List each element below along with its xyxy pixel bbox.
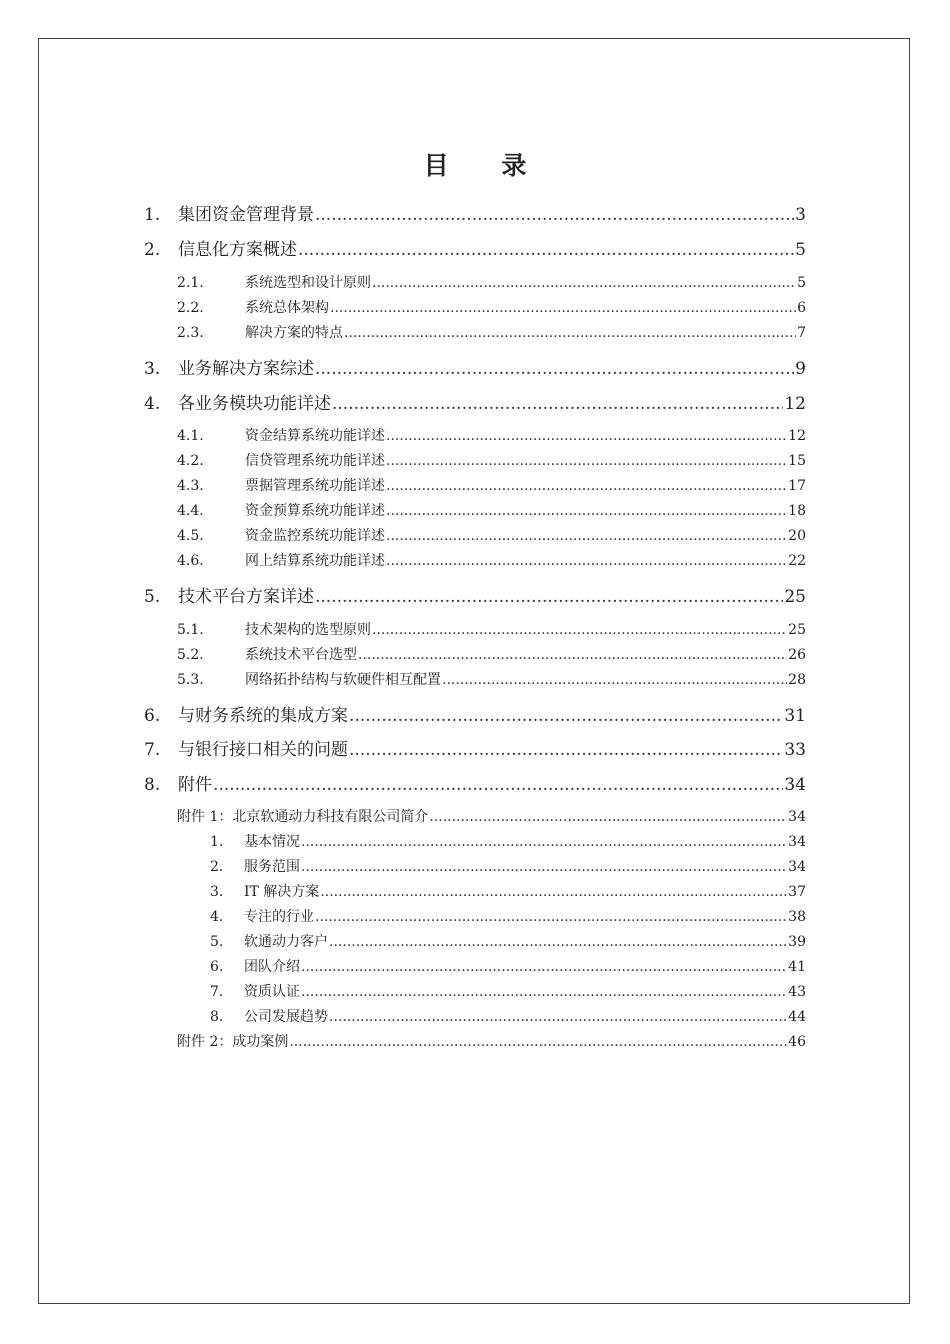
- toc-text: 解决方案的特点: [245, 325, 343, 341]
- toc-leader: [329, 934, 787, 950]
- toc-text: 资金监控系统功能详述: [245, 528, 385, 544]
- toc-text: 网络拓扑结构与软硬件相互配置: [245, 672, 441, 688]
- toc-leader: [386, 553, 787, 569]
- toc-page: 34: [788, 859, 806, 875]
- toc-text: 系统总体架构: [245, 300, 329, 316]
- toc-text: 服务范围: [244, 859, 300, 875]
- toc-page: 43: [788, 984, 806, 1000]
- toc-text: 信贷管理系统功能详述: [245, 453, 385, 469]
- toc-number: 4.5.: [177, 528, 204, 544]
- toc-leader: [386, 428, 787, 444]
- toc-number: 1.: [144, 205, 161, 225]
- toc-entry[interactable]: [210, 1006, 806, 1026]
- toc-leader: [320, 884, 787, 900]
- toc-title: 目 录: [423, 151, 549, 180]
- toc-entry[interactable]: [210, 956, 806, 976]
- toc-leader: [330, 300, 796, 316]
- toc-entry[interactable]: [177, 619, 806, 639]
- toc-text: 专注的行业: [244, 909, 314, 925]
- toc-number: 5.3.: [177, 672, 204, 688]
- toc-entry[interactable]: [177, 1031, 806, 1051]
- toc-number: 4.1.: [177, 428, 204, 444]
- toc-page: 7: [797, 325, 806, 341]
- toc-leader: [298, 240, 794, 260]
- toc-text: 集团资金管理背景: [178, 205, 314, 225]
- toc-page: 46: [788, 1034, 806, 1050]
- toc-text: 资金结算系统功能详述: [245, 428, 385, 444]
- toc-page: 12: [784, 394, 806, 414]
- toc-page: 9: [795, 359, 806, 379]
- toc-text: 公司发展趋势: [244, 1009, 328, 1025]
- toc-number: 4.3.: [177, 478, 204, 494]
- toc-page: 6: [797, 300, 806, 316]
- toc-page: 3: [795, 205, 806, 225]
- toc-entry[interactable]: [177, 806, 806, 826]
- toc-text: 基本情况: [244, 834, 300, 850]
- toc-text: 团队介绍: [244, 959, 300, 975]
- toc-entry[interactable]: [210, 831, 806, 851]
- toc-page: 26: [788, 647, 806, 663]
- toc-entry[interactable]: [177, 322, 806, 342]
- toc-text: 票据管理系统功能详述: [245, 478, 385, 494]
- toc-leader: [315, 205, 794, 225]
- toc-number: 6.: [210, 959, 224, 975]
- toc-leader: [386, 478, 787, 494]
- toc-page: 17: [788, 478, 806, 494]
- toc-page: 15: [788, 453, 806, 469]
- toc-entry[interactable]: [210, 931, 806, 951]
- toc-entry[interactable]: [210, 856, 806, 876]
- toc-number: 8.: [210, 1009, 224, 1025]
- toc-text: 业务解决方案综述: [178, 359, 314, 379]
- toc-entry[interactable]: [144, 389, 806, 414]
- toc-entry[interactable]: [144, 200, 806, 225]
- toc-page: 20: [788, 528, 806, 544]
- toc-number: 2.: [144, 240, 161, 260]
- toc-text: 系统选型和设计原则: [245, 275, 371, 291]
- toc-page: 34: [788, 834, 806, 850]
- toc-page: 5: [797, 275, 806, 291]
- toc-leader: [349, 706, 783, 726]
- toc-leader: [358, 647, 787, 663]
- toc-page: 34: [784, 775, 806, 795]
- toc-page: 5: [795, 240, 806, 260]
- toc-text: 附件: [178, 775, 212, 795]
- toc-leader: [372, 622, 787, 638]
- toc-leader: [315, 587, 783, 607]
- toc-number: 5.2.: [177, 647, 204, 663]
- toc-entry[interactable]: [177, 669, 806, 689]
- toc-text: 软通动力客户: [244, 934, 328, 950]
- toc-leader: [429, 809, 787, 825]
- toc-text: IT 解决方案: [244, 884, 320, 900]
- toc-number: 2.3.: [177, 325, 204, 341]
- toc-leader: [315, 909, 787, 925]
- toc-number: 5.: [210, 934, 224, 950]
- toc-entry[interactable]: [177, 525, 806, 545]
- toc-leader: [289, 1034, 787, 1050]
- toc-number: 4.4.: [177, 503, 204, 519]
- toc-entry[interactable]: [144, 235, 806, 260]
- toc-page: 44: [788, 1009, 806, 1025]
- toc-page: 31: [784, 706, 806, 726]
- toc-entry[interactable]: [177, 550, 806, 570]
- toc-number: 4.: [210, 909, 224, 925]
- toc-leader: [301, 859, 787, 875]
- toc-page: 22: [788, 553, 806, 569]
- toc-number: 4.6.: [177, 553, 204, 569]
- toc-entry[interactable]: [144, 735, 806, 760]
- toc-entry[interactable]: [144, 770, 806, 795]
- toc-text: 资金预算系统功能详述: [245, 503, 385, 519]
- toc-leader: [386, 528, 787, 544]
- toc-entry[interactable]: [177, 475, 806, 495]
- toc-page: 18: [788, 503, 806, 519]
- toc-leader: [442, 672, 787, 688]
- toc-text: 资质认证: [244, 984, 300, 1000]
- toc-number: 4.2.: [177, 453, 204, 469]
- toc-page: 12: [788, 428, 806, 444]
- toc-leader: [349, 740, 783, 760]
- toc-page: 41: [788, 959, 806, 975]
- toc-page: 28: [788, 672, 806, 688]
- toc-leader: [332, 394, 783, 414]
- toc-number: 2.2.: [177, 300, 204, 316]
- toc-number: 3.: [210, 884, 224, 900]
- toc-page: 34: [788, 809, 806, 825]
- toc-number: 8.: [144, 775, 161, 795]
- toc-leader: [372, 275, 796, 291]
- toc-entry[interactable]: [210, 881, 806, 901]
- toc-number: 2.: [210, 859, 224, 875]
- toc-entry[interactable]: [144, 354, 806, 379]
- toc-number: 7.: [210, 984, 224, 1000]
- toc-entry[interactable]: [177, 500, 806, 520]
- toc-number: 7.: [144, 740, 161, 760]
- toc-text: 技术架构的选型原则: [245, 622, 371, 638]
- toc-number: 5.: [144, 587, 161, 607]
- toc-leader: [301, 984, 787, 1000]
- toc-number: 1.: [210, 834, 224, 850]
- toc-leader: [213, 775, 783, 795]
- toc-entry[interactable]: [177, 644, 806, 664]
- toc-number: 5.1.: [177, 622, 204, 638]
- toc-text: 附件 1：北京软通动力科技有限公司简介: [177, 809, 429, 825]
- toc-text: 各业务模块功能详述: [178, 394, 331, 414]
- toc-page: 25: [784, 587, 806, 607]
- toc-page: 38: [788, 909, 806, 925]
- toc-leader: [301, 959, 787, 975]
- toc-entry[interactable]: [210, 981, 806, 1001]
- toc-text: 信息化方案概述: [178, 240, 297, 260]
- toc-leader: [329, 1009, 787, 1025]
- toc-text: 附件 2：成功案例: [177, 1034, 289, 1050]
- toc-number: 6.: [144, 706, 161, 726]
- toc-entry[interactable]: [144, 701, 806, 726]
- toc-entry[interactable]: [144, 582, 806, 607]
- toc-entry[interactable]: [177, 272, 806, 292]
- toc-entry[interactable]: [177, 450, 806, 470]
- toc-entry[interactable]: [210, 906, 806, 926]
- toc-entry[interactable]: [177, 425, 806, 445]
- toc-leader: [344, 325, 796, 341]
- toc-number: 4.: [144, 394, 161, 414]
- toc-leader: [301, 834, 787, 850]
- toc-page: 25: [788, 622, 806, 638]
- toc-text: 系统技术平台选型: [245, 647, 357, 663]
- toc-text: 与财务系统的集成方案: [178, 706, 348, 726]
- toc-number: 3.: [144, 359, 161, 379]
- toc-text: 技术平台方案详述: [178, 587, 314, 607]
- toc-leader: [386, 453, 787, 469]
- toc-text: 网上结算系统功能详述: [245, 553, 385, 569]
- toc-leader: [315, 359, 794, 379]
- toc-number: 2.1.: [177, 275, 204, 291]
- toc-text: 与银行接口相关的问题: [178, 740, 348, 760]
- toc-leader: [386, 503, 787, 519]
- toc-page: 39: [788, 934, 806, 950]
- toc-page: 33: [784, 740, 806, 760]
- toc-page: 37: [788, 884, 806, 900]
- toc-entry[interactable]: [177, 297, 806, 317]
